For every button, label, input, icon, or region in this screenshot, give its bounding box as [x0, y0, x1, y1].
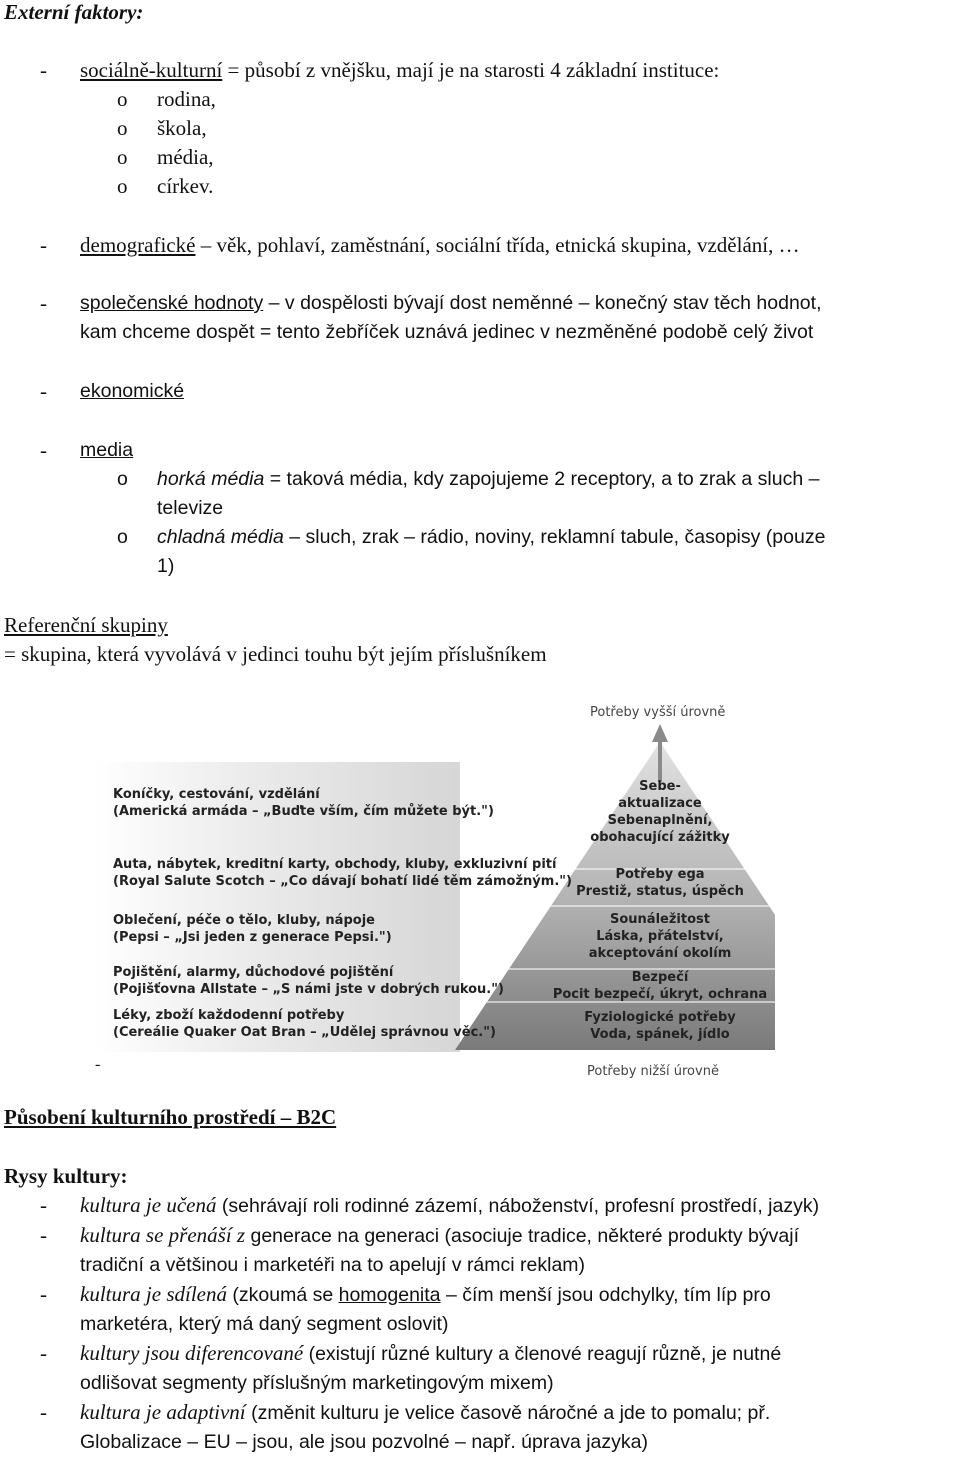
section2-subtitle: Rysy kultury: [4, 1164, 128, 1188]
list-dash: - [40, 1341, 47, 1365]
bullet: o [117, 174, 128, 198]
trait-text: (existují různé kultury a členové reagují různě, je nutné [303, 1343, 782, 1365]
section2-title: Působení kulturního prostředí – B2C [4, 1105, 337, 1129]
maslow-pyramid-figure [95, 692, 775, 1077]
list-item-demograficke [0, 231, 960, 260]
pyramid-bottom-label: Potřeby nižší úrovně [587, 1064, 719, 1079]
culture-traits-list [0, 1191, 960, 1457]
bullet: o [117, 145, 128, 169]
example-ego: Auta, nábytek, kreditní karty, obchody, kluby, exkluzivní pití (Royal Salute Scotch – „Co dávají bohatí lidé těm zámožným.") [113, 857, 572, 889]
text-continuation: televize [157, 497, 224, 519]
list-dash: - [40, 1193, 47, 1217]
pyramid-level-ego: Potřeby ega Prestiž, status, úspěch [576, 867, 744, 899]
term-ekonomicke: ekonomické [80, 380, 185, 402]
bullet: o [117, 468, 128, 490]
list-dash: - [40, 438, 47, 462]
list-item-trait [0, 1339, 960, 1369]
pyramid-level-belonging: Sounáležitost Láska, přátelství, akceptování okolím [588, 912, 732, 961]
example-belonging: Oblečení, péče o tělo, kluby, nápoje (Pepsi – „Jsi jeden z generace Pepsi.") [113, 913, 392, 945]
trait-homogenita: homogenita [338, 1284, 441, 1306]
list-dash: - [40, 233, 47, 257]
list-item-spolecenske-hodnoty [0, 289, 960, 347]
list-item-trait [0, 1191, 960, 1221]
term-media: media [80, 439, 134, 461]
text: = taková média, kdy zapojujeme 2 receptory, a to zrak a sluch – [264, 468, 820, 490]
list-item-socialne-kulturni [0, 56, 960, 201]
trait-term: kultura je sdílená [80, 1282, 227, 1306]
list-dash: - [40, 1282, 47, 1306]
text: = působí z vnějšku, mají je na starosti 4 základní instituce: [222, 58, 720, 82]
pyramid-level-safety: Bezpečí Pocit bezpečí, úkryt, ochrana [552, 970, 768, 1002]
term-chladna-media: chladná média [157, 526, 284, 548]
text: – sluch, zrak – rádio, noviny, reklamní tabule, časopisy (pouze [283, 526, 826, 548]
trait-text: (sehrávají roli rodinné zázemí, náboženství, profesní prostředí, jazyk) [216, 1195, 820, 1217]
pyramid-level-self-actualization: Sebe- aktualizace Sebenaplnění, obohacující zážitky [590, 779, 730, 845]
example-safety: Pojištění, alarmy, důchodové pojištění (Pojišťovna Allstate – „S námi jste v dobrých rukou.") [113, 965, 504, 997]
example-self-actualization: Koníčky, cestování, vzdělání (Americká armáda – „Buďte vším, čím můžete být.") [113, 787, 494, 819]
trait-term: kultura je učená [80, 1193, 217, 1217]
term-socialne-kulturni: sociálně-kulturní [80, 58, 223, 82]
bullet: o [117, 116, 128, 140]
list-item-trait [0, 1398, 960, 1428]
term-demograficke: demografické [80, 233, 196, 257]
pyramid-level-physiological: Fyziologické potřeby Voda, spánek, jídlo [584, 1010, 736, 1042]
trait-text: (změnit kulturu je velice časově náročné a jde to pomalu; př. [245, 1402, 771, 1424]
text-continuation: 1) [157, 555, 175, 577]
trait-continuation: marketéra, který má daný segment oslovit) [80, 1313, 449, 1335]
bullet: o [117, 87, 128, 111]
sub-item: média, [157, 145, 214, 169]
example-physiological: Léky, zboží každodenní potřeby (Cereálie Quaker Oat Bran – „Udělej správnou věc.") [113, 1008, 496, 1040]
sub-item: rodina, [157, 87, 216, 111]
trait-continuation: tradiční a většinou i marketéři na to apelují v rámci reklam) [80, 1254, 586, 1276]
pyramid-top-label: Potřeby vyšší úrovně [590, 705, 726, 720]
trait-text: – čím menší jsou odchylky, tím líp pro [440, 1284, 771, 1306]
list-dash: - [40, 1400, 47, 1424]
trait-term: kultura je adaptivní [80, 1400, 246, 1424]
stray-dash: - [95, 1056, 101, 1073]
list-dash: - [40, 58, 47, 82]
section-heading-externi-faktory: Externí faktory: [4, 0, 144, 24]
list-item-trait [0, 1221, 960, 1251]
text-continuation: kam chceme dospět = tento žebříček uznává jedinec v nezměněné podobě celý život [80, 321, 814, 343]
text: – v dospělosti bývají dost neměnné – konečný stav těch hodnot, [263, 292, 822, 314]
list-dash: - [40, 1223, 47, 1247]
trait-text: (zkoumá se [226, 1284, 339, 1306]
sub-item: škola, [157, 116, 207, 140]
refgroups-title: Referenční skupiny [4, 613, 168, 637]
list-dash: - [40, 291, 47, 315]
trait-term: kultury jsou diferencované [80, 1341, 304, 1365]
bullet: o [117, 526, 128, 548]
trait-continuation: Globalizace – EU – jsou, ale jsou pozvolné – např. úprava jazyka) [80, 1431, 648, 1453]
term-spolecenske-hodnoty: společenské hodnoty [80, 292, 264, 314]
list-dash: - [40, 379, 47, 403]
trait-term: kultura se přenáší z [80, 1223, 246, 1247]
sub-item: církev. [157, 174, 214, 198]
list-item-media [0, 436, 960, 581]
list-item-trait [0, 1280, 960, 1310]
refgroups-definition: = skupina, která vyvolává v jedinci touhu být jejím příslušníkem [4, 642, 547, 666]
trait-text: generace na generaci (asociuje tradice, některé produkty bývají [245, 1225, 799, 1247]
trait-continuation: odlišovat segmenty příslušným marketingovým mixem) [80, 1372, 554, 1394]
term-horka-media: horká média [157, 468, 265, 490]
list-item-ekonomicke [0, 377, 960, 406]
text: – věk, pohlaví, zaměstnání, sociální třída, etnická skupina, vzdělání, … [195, 233, 800, 257]
